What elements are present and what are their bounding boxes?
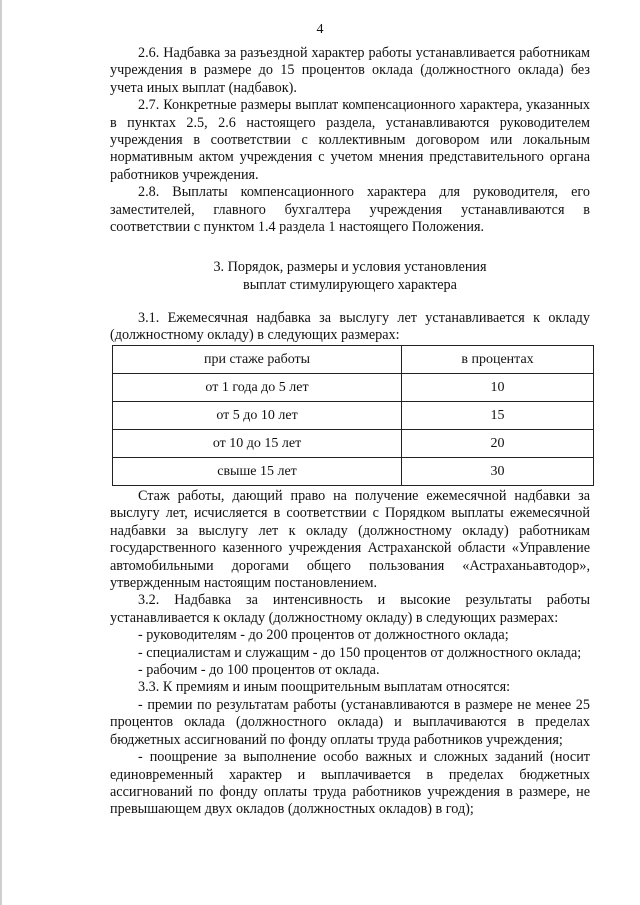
table-row (113, 374, 594, 402)
table-header-experience: при стаже работы (113, 346, 402, 374)
seniority-bonus-table (112, 345, 594, 486)
table-cell-experience: от 10 до 15 лет (113, 430, 402, 458)
paragraph-2-7: 2.7. Конкретные размеры выплат компенсационного характера, указанных в пунктах 2.5, 2.6 настоящего раздела, устанавливаются руководителем учреждения в соответствии с коллективным договором или локальным нормативным актом учреждения с учетом мнения представительного органа работников учреждения. (110, 97, 590, 183)
paragraph-3-1: 3.1. Ежемесячная надбавка за выслугу лет устанавливается к окладу (должностному окладу) в следующих размерах: (110, 310, 590, 344)
paragraph-seniority-calc: Стаж работы, дающий право на получение ежемесячной надбавки за выслугу лет, исчисляется в соответствии с Порядком выплаты ежемесячной надбавки за выслугу лет к окладу (должностному окладу) работникам государственного казенного учреждения Астраханской области «Управление автомобильными дорогами общего пользования «Астраханьавтодор», утвержденным настоящим постановлением. (110, 488, 590, 592)
page-number: 4 (316, 22, 324, 37)
table-row (113, 402, 594, 430)
table-cell-percent: 10 (402, 374, 594, 402)
section-3-body (110, 488, 590, 819)
table-row (113, 458, 594, 486)
scan-edge-line (0, 0, 2, 905)
table-header-row (113, 346, 594, 374)
table-cell-experience: от 5 до 10 лет (113, 402, 402, 430)
list-item: - руководителям - до 200 процентов от должностного оклада; (138, 627, 509, 644)
list-item: - поощрение за выполнение особо важных и сложных заданий (носит единовременный характер и выплачивается в пределах бюджетных ассигнований по фонду оплаты труда работников учреждения в размере, не превышающем двух окладов (должностных окладов) в год); (110, 749, 590, 818)
table-row (113, 430, 594, 458)
table-cell-percent: 20 (402, 430, 594, 458)
table-cell-percent: 15 (402, 402, 594, 430)
list-item: - премии по результатам работы (устанавливаются в размере не менее 25 процентов оклада (должностного оклада) и выплачиваются в пределах бюджетных ассигнований по фонду оплаты труда работников учреждения; (110, 696, 590, 748)
table-cell-percent: 30 (402, 458, 594, 486)
paragraph-3-2: 3.2. Надбавка за интенсивность и высокие результаты работы устанавливается к окладу (должностному окладу) в следующих размерах: (110, 592, 590, 626)
table-cell-experience: свыше 15 лет (113, 458, 402, 486)
paragraph-2-8: 2.8. Выплаты компенсационного характера для руководителя, его заместителей, главного бухгалтера учреждения устанавливаются в соответствии с пунктом 1.4 раздела 1 настоящего Положения. (110, 184, 590, 236)
list-item: - рабочим - до 100 процентов от оклада. (138, 662, 380, 679)
section-3-heading-line2: выплат стимулирующего характера (243, 277, 457, 293)
paragraph-3-3: 3.3. К премиям и иным поощрительным выплатам относятся: (138, 679, 511, 696)
table-cell-experience: от 1 года до 5 лет (113, 374, 402, 402)
intro-3-1-block (110, 310, 590, 345)
table-header-percent: в процентах (402, 346, 594, 374)
list-item: - специалистам и служащим - до 150 процентов от должностного оклада; (138, 644, 582, 661)
section-2-tail (110, 45, 590, 236)
section-3-heading (110, 258, 590, 294)
paragraph-2-6: 2.6. Надбавка за разъездной характер работы устанавливается работникам учреждения в размере до 15 процентов оклада (должностного оклада) без учета иных выплат (надбавок). (110, 45, 590, 96)
section-3-heading-line1: 3. Порядок, размеры и условия установления (213, 259, 487, 275)
